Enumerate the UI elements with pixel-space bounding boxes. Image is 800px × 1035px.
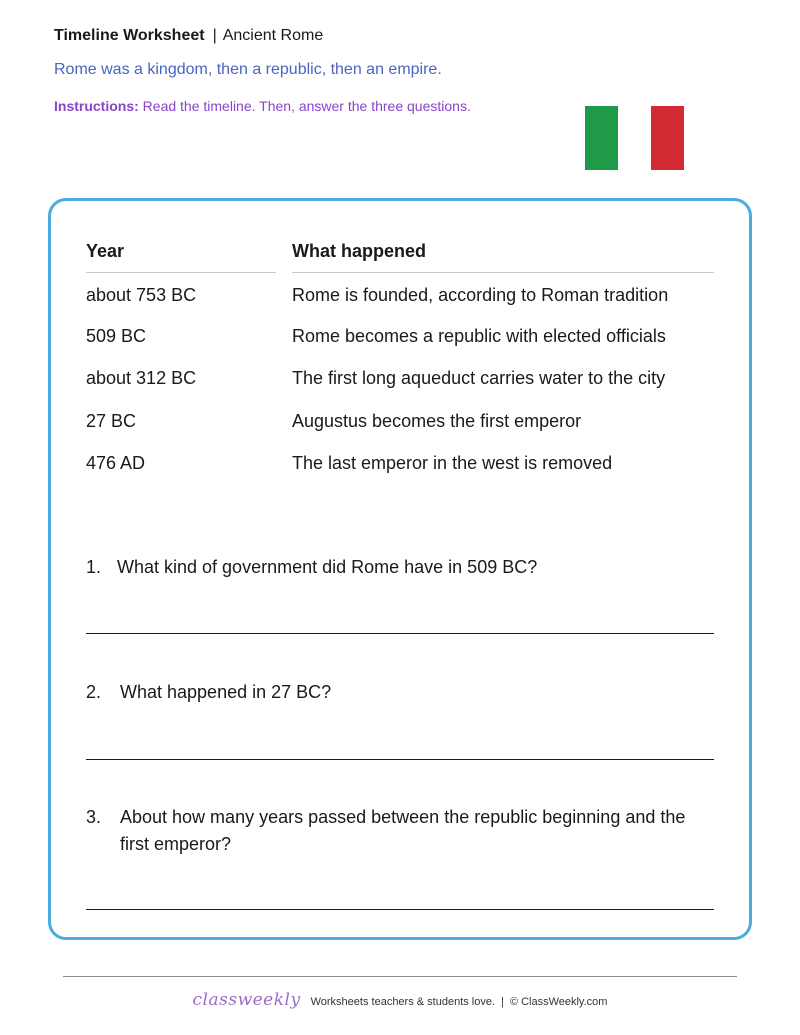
flag-green-stripe — [585, 106, 618, 170]
question-number: 1. — [86, 557, 102, 577]
header-rule-year — [86, 272, 276, 273]
footer-copyright: © ClassWeekly.com — [509, 996, 608, 1008]
answer-line-3[interactable] — [86, 909, 714, 910]
answer-line-2[interactable] — [86, 759, 714, 760]
timeline-row — [86, 411, 714, 441]
instructions — [54, 98, 471, 114]
header-separator: | — [212, 27, 217, 44]
question-text: What happened in 27 BC? — [120, 682, 332, 702]
flag-white-stripe — [618, 106, 651, 170]
footer-divider — [63, 976, 737, 977]
question-text: What kind of government did Rome have in 509 BC? — [117, 557, 538, 577]
timeline-year: 509 BC — [86, 326, 147, 346]
instructions-label: Instructions: — [54, 98, 139, 114]
italian-flag-image — [585, 106, 684, 170]
timeline-row — [86, 326, 714, 356]
timeline-year: about 312 BC — [86, 368, 197, 388]
timeline-row — [86, 368, 714, 398]
worksheet-title: Timeline Worksheet — [54, 27, 205, 44]
column-header-year: Year — [86, 241, 125, 261]
timeline-event: Augustus becomes the first emperor — [292, 411, 582, 431]
column-header-event: What happened — [292, 241, 426, 261]
question-number: 2. — [86, 682, 102, 702]
header-rule-event — [292, 272, 714, 273]
timeline-event: The last emperor in the west is removed — [292, 453, 613, 473]
flag-red-stripe — [651, 106, 684, 170]
answer-line-1[interactable] — [86, 633, 714, 634]
timeline-year: about 753 BC — [86, 285, 197, 305]
footer — [0, 990, 800, 1010]
question-text: About how many years passed between the republic beginning and the first emperor? — [120, 807, 686, 854]
footer-separator: | — [501, 996, 504, 1008]
timeline-year: 476 AD — [86, 453, 146, 473]
footer-tagline: Worksheets teachers & students love. — [310, 996, 496, 1008]
worksheet-subtitle: Rome was a kingdom, then a republic, then an empire. — [54, 61, 442, 78]
instructions-text: Read the timeline. Then, answer the three questions. — [142, 98, 471, 114]
timeline-row — [86, 453, 714, 483]
timeline-event: Rome becomes a republic with elected officials — [292, 326, 666, 346]
timeline-year: 27 BC — [86, 411, 137, 431]
timeline-row — [86, 285, 714, 315]
timeline-event: The first long aqueduct carries water to the city — [292, 368, 666, 388]
question-number: 3. — [86, 807, 102, 827]
timeline-event: Rome is founded, according to Roman tradition — [292, 285, 669, 305]
worksheet-topic: Ancient Rome — [222, 27, 324, 44]
worksheet-header — [54, 27, 323, 45]
classweekly-logo: classweekly — [192, 990, 301, 1010]
